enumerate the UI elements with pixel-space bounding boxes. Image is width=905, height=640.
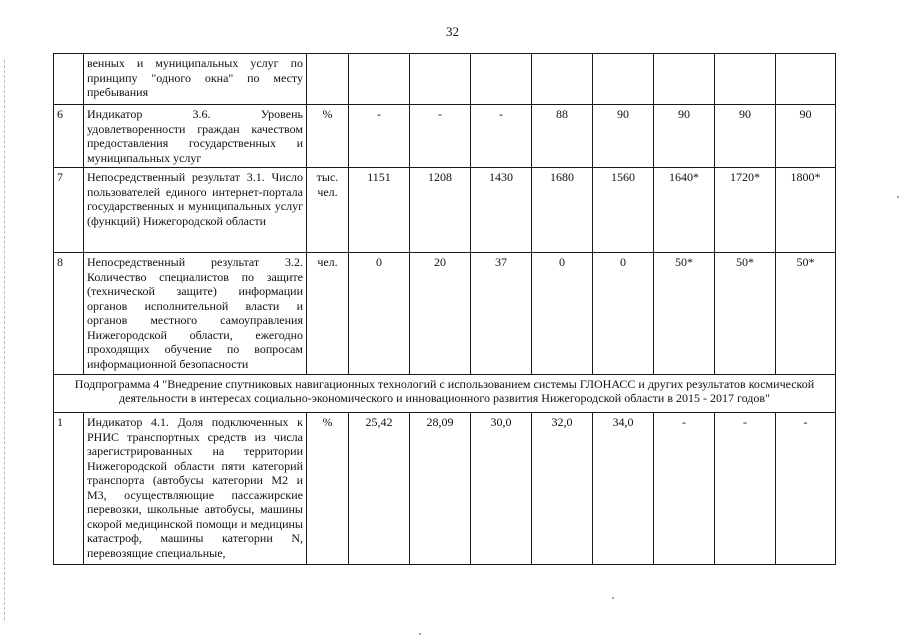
row-unit: чел. <box>307 253 349 375</box>
subprogram-row <box>54 375 836 413</box>
value-cell <box>471 54 532 105</box>
indicators-table <box>53 53 836 565</box>
value-cell: - <box>715 413 776 565</box>
value-cell: 50* <box>776 253 836 375</box>
table-row <box>54 168 836 253</box>
value-cell <box>776 54 836 105</box>
row-unit: % <box>307 105 349 168</box>
scan-speck <box>419 633 421 635</box>
row-description: Индикатор 4.1. Доля подключенных к РНИС транспортных средств из числа зарегистрированных на территории Нижегородской области пяти категорий транспорта (автобусы категории M2 и M3, осуществляющие пассажирские перевозки, школьные автобусы, машины скорой медицинской помощи и медицины катастроф, машины категории N, перевозящие специальные, <box>84 413 307 565</box>
value-cell: 90 <box>593 105 654 168</box>
value-cell <box>349 54 410 105</box>
value-cell: 1560 <box>593 168 654 253</box>
value-cell: - <box>471 105 532 168</box>
scan-speck <box>612 597 614 599</box>
row-description: Индикатор 3.6. Уровень удовлетворенности граждан качеством предоставления государственных и муниципальных услуг <box>84 105 307 168</box>
table-row <box>54 253 836 375</box>
value-cell: 1680 <box>532 168 593 253</box>
value-cell <box>715 54 776 105</box>
value-cell: 32,0 <box>532 413 593 565</box>
value-cell: 1640* <box>654 168 715 253</box>
row-description: Непосредственный результат 3.2. Количество специалистов по защите (технической защите) информации органов исполнительной власти и органов местного самоуправления Нижегородской области, ежегодно проходящих обучение по вопросам информационной безопасности <box>84 253 307 375</box>
row-unit <box>307 54 349 105</box>
value-cell: 1208 <box>410 168 471 253</box>
scan-speck <box>897 196 899 198</box>
row-number: 8 <box>54 253 84 375</box>
value-cell: 1430 <box>471 168 532 253</box>
value-cell <box>654 54 715 105</box>
value-cell: - <box>349 105 410 168</box>
value-cell: 1151 <box>349 168 410 253</box>
row-number: 1 <box>54 413 84 565</box>
value-cell <box>410 54 471 105</box>
value-cell: 90 <box>715 105 776 168</box>
value-cell: 50* <box>654 253 715 375</box>
value-cell: 1720* <box>715 168 776 253</box>
value-cell: 30,0 <box>471 413 532 565</box>
value-cell: - <box>410 105 471 168</box>
value-cell: 88 <box>532 105 593 168</box>
value-cell: 20 <box>410 253 471 375</box>
row-description: Непосредственный результат 3.1. Число пользователей единого интернет-портала государственных и муниципальных услуг (функций) Нижегородской области <box>84 168 307 253</box>
table-row <box>54 413 836 565</box>
scan-edge <box>4 60 6 620</box>
value-cell: 0 <box>349 253 410 375</box>
value-cell: 34,0 <box>593 413 654 565</box>
value-cell: - <box>654 413 715 565</box>
value-cell <box>532 54 593 105</box>
row-unit: тыс. чел. <box>307 168 349 253</box>
value-cell: 0 <box>593 253 654 375</box>
value-cell: 28,09 <box>410 413 471 565</box>
value-cell: 1800* <box>776 168 836 253</box>
value-cell: 37 <box>471 253 532 375</box>
value-cell: 0 <box>532 253 593 375</box>
value-cell: - <box>776 413 836 565</box>
page-number: 32 <box>446 24 459 39</box>
row-number: 7 <box>54 168 84 253</box>
value-cell: 90 <box>776 105 836 168</box>
row-number: 6 <box>54 105 84 168</box>
value-cell: 90 <box>654 105 715 168</box>
value-cell: 50* <box>715 253 776 375</box>
table-row <box>54 105 836 168</box>
subprogram-title: Подпрограмма 4 "Внедрение спутниковых навигационных технологий с использованием системы ГЛОНАСС и других результатов космической деятельности в интересах социально-экономического и инновационного развития Нижегородской области в 2015 - 2017 годов" <box>54 375 836 413</box>
row-unit: % <box>307 413 349 565</box>
row-description: венных и муниципальных услуг по принципу "одного окна" по месту пребывания <box>84 54 307 105</box>
row-number <box>54 54 84 105</box>
value-cell: 25,42 <box>349 413 410 565</box>
value-cell <box>593 54 654 105</box>
table-row <box>54 54 836 105</box>
